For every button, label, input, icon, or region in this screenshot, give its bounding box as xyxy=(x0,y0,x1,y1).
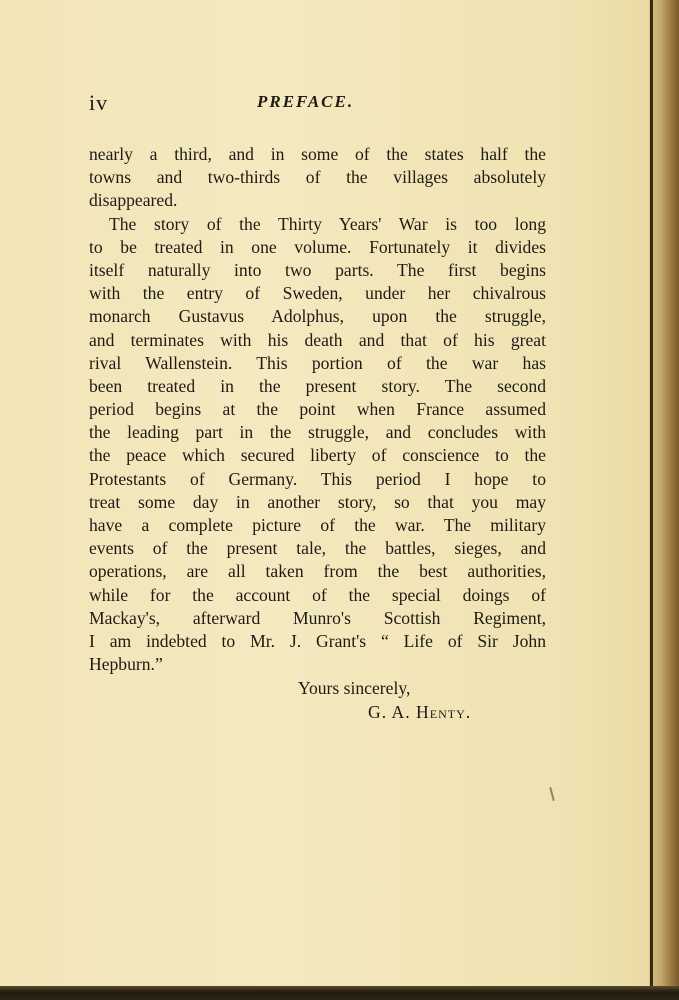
text-line: to be treated in one volume. Fortunately it divides xyxy=(89,236,546,257)
running-head: PREFACE. xyxy=(257,92,355,111)
text-line: have a complete picture of the war. The military xyxy=(89,515,546,535)
book-spine-shadow xyxy=(649,0,679,1000)
text-line: nearly a third, and in some of the states half the xyxy=(89,144,546,164)
preface-body xyxy=(89,143,546,676)
text-line: itself naturally into two parts. The first begins xyxy=(89,259,546,280)
page-number: iv xyxy=(89,90,109,115)
text-line: monarch Gustavus Adolphus, upon the struggle, xyxy=(89,306,546,327)
text-line: the peace which secured liberty of conscience to the xyxy=(89,445,546,466)
page-header xyxy=(89,90,549,120)
page-bottom-edge xyxy=(0,986,679,1000)
text-line: events of the present tale, the battles, sieges, and xyxy=(89,538,546,559)
text-line: towns and two-thirds of the villages absolutely xyxy=(89,167,546,188)
text-line: and terminates with his death and that of his great xyxy=(89,329,546,350)
text-line: disappeared. xyxy=(89,190,178,211)
text-line: operations, are all taken from the best authorities, xyxy=(89,561,546,582)
text-line: Hepburn.” xyxy=(89,654,163,675)
stray-ink-mark xyxy=(549,787,555,801)
salutation-text: Yours sincerely, xyxy=(298,678,411,698)
text-line: The story of the Thirty Years' War is too long xyxy=(109,213,546,234)
text-line: period begins at the point when France assumed xyxy=(89,399,546,420)
text-line: treat some day in another story, so that you may xyxy=(89,491,546,512)
text-line: Mackay's, afterward Munro's Scottish Regiment, xyxy=(89,607,546,628)
text-line: with the entry of Sweden, under her chivalrous xyxy=(89,283,546,304)
text-line: the leading part in the struggle, and concludes with xyxy=(89,422,546,443)
signature-text: G. A. Henty. xyxy=(368,702,472,722)
text-line: Protestants of Germany. This period I hope to xyxy=(89,468,546,489)
text-line: rival Wallenstein. This portion of the war has xyxy=(89,352,546,373)
text-line: been treated in the present story. The second xyxy=(89,375,546,396)
text-line: I am indebted to Mr. J. Grant's “ Life of Sir John xyxy=(89,630,546,651)
page-gutter-line xyxy=(650,0,653,1000)
text-line: while for the account of the special doings of xyxy=(89,584,546,605)
